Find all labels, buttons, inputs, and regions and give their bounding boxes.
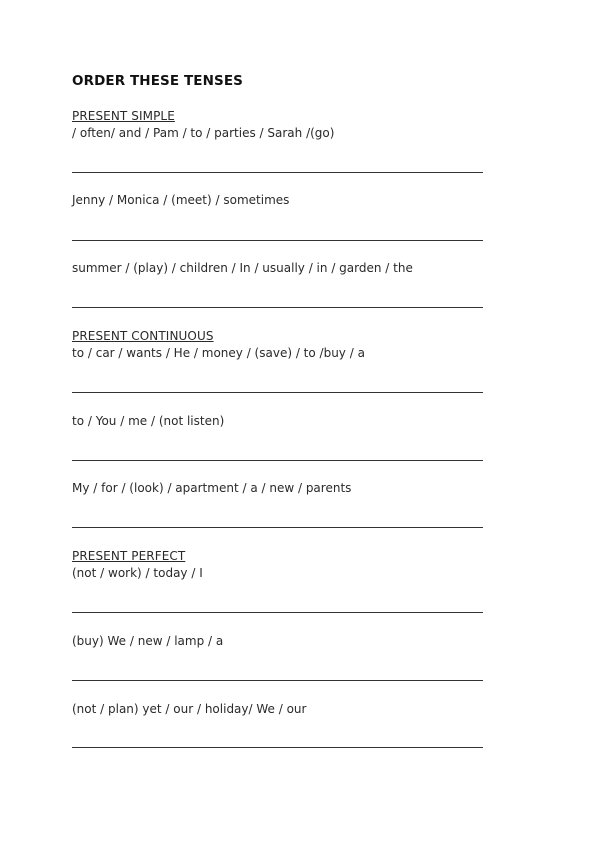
exercise-prompt: (not / plan) yet / our / holiday/ We / our xyxy=(72,702,307,716)
answer-line[interactable] xyxy=(72,392,483,393)
answer-line[interactable] xyxy=(72,307,483,308)
answer-line[interactable] xyxy=(72,527,483,528)
exercise-prompt: (not / work) / today / I xyxy=(72,566,203,580)
exercise-prompt: / often/ and / Pam / to / parties / Sarah /(go) xyxy=(72,126,335,140)
section-heading-present-simple: PRESENT SIMPLE xyxy=(72,109,175,123)
section-heading-present-continuous: PRESENT CONTINUOUS xyxy=(72,329,214,343)
exercise-prompt: My / for / (look) / apartment / a / new / parents xyxy=(72,481,352,495)
exercise-prompt: to / car / wants / He / money / (save) / to /buy / a xyxy=(72,346,365,360)
answer-line[interactable] xyxy=(72,747,483,748)
section-heading-present-perfect: PRESENT PERFECT xyxy=(72,549,186,563)
exercise-prompt: (buy) We / new / lamp / a xyxy=(72,634,224,648)
exercise-prompt: summer / (play) / children / In / usually / in / garden / the xyxy=(72,261,413,275)
answer-line[interactable] xyxy=(72,240,483,241)
answer-line[interactable] xyxy=(72,680,483,681)
exercise-prompt: Jenny / Monica / (meet) / sometimes xyxy=(72,193,290,207)
exercise-prompt: to / You / me / (not listen) xyxy=(72,414,225,428)
answer-line[interactable] xyxy=(72,172,483,173)
answer-line[interactable] xyxy=(72,612,483,613)
answer-line[interactable] xyxy=(72,460,483,461)
worksheet-title: ORDER THESE TENSES xyxy=(72,73,243,89)
